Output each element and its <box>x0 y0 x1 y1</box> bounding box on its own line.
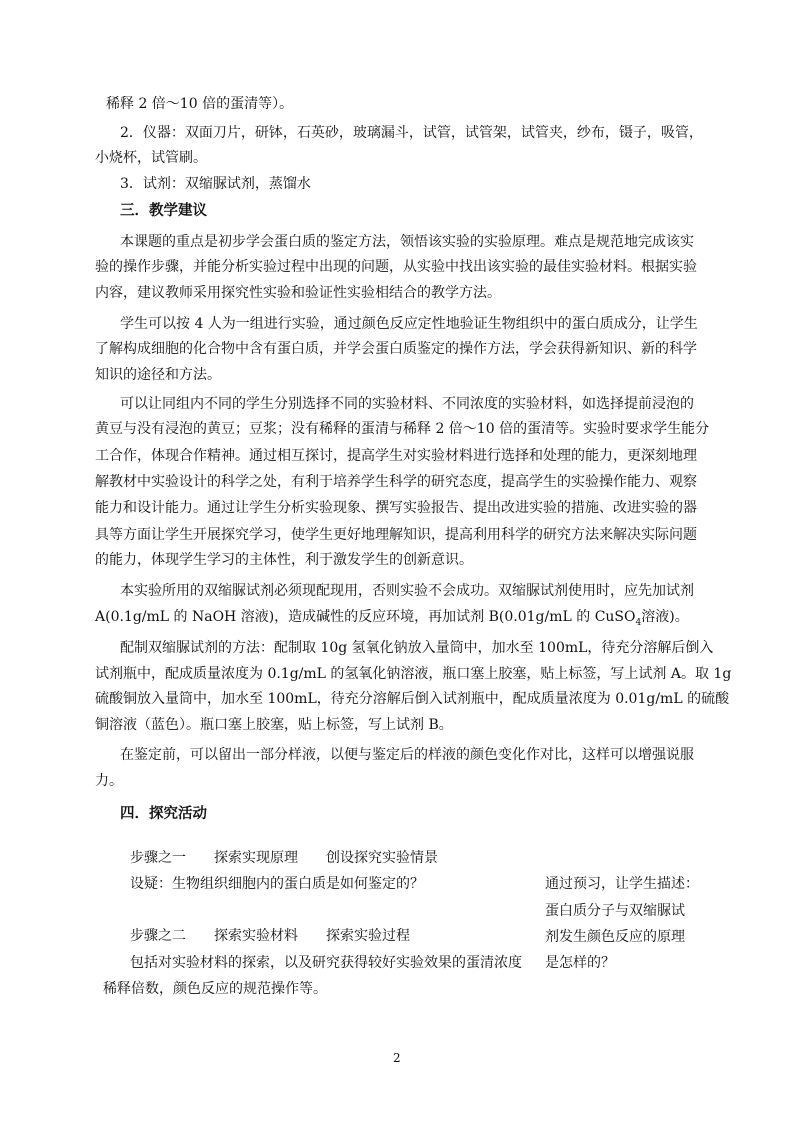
activity-step: 步骤之二 探索实验材料 探索实验过程 <box>130 928 410 944</box>
text-line: 稀释 2 倍～10 倍的蛋清等）。 <box>106 96 294 112</box>
text-line: 验的操作步骤，并能分析实验过程中出现的问题，从实验中找出该实验的最佳实验材料。根据实验 <box>95 259 697 275</box>
text-span: 溶液)。 <box>641 609 689 625</box>
text-line: 试剂瓶中，配成质量浓度为 0.1g/mL 的氢氧化钠溶液，瓶口塞上胶塞，贴上标签，写上试剂 A。取 1g <box>95 666 732 682</box>
side-note-line: 蛋白质分子与双缩脲试 <box>545 903 685 919</box>
side-note-line: 是怎样的？ <box>545 955 615 971</box>
side-note-line: 剂发生颜色反应的原理 <box>545 929 685 945</box>
text-line: 在鉴定前，可以留出一部分样液，以便与鉴定后的样液的颜色变化作对比，这样可以增强说服 <box>120 747 694 763</box>
activity-text: 稀释倍数，颜色反应的规范操作等。 <box>103 981 327 997</box>
text-line: 力。 <box>95 773 123 789</box>
text-line: 2．仪器：双面刀片，研钵，石英砂，玻璃漏斗，试管，试管架，试管夹，纱布，镊子，吸管， <box>120 125 703 141</box>
text-span: A(0.1g/mL 的 NaOH 溶液)，造成碱性的反应环境，再加试剂 B(0.01g/mL 的 CuSO <box>95 609 636 625</box>
text-line: 工合作，体现合作精神。通过相互探讨，提高学生对实验材料进行选择和处理的能力，更深刻地理 <box>95 448 697 464</box>
text-line: 具等方面让学生开展探究学习，使学生更好地理解知识，提高利用科学的研究方法来解决实际问题 <box>95 527 697 543</box>
text-line: 内容，建议教师采用探究性实验和验证性实验相结合的教学方法。 <box>95 285 501 301</box>
activity-step: 步骤之一 探索实现原理 创设探究实验情景 <box>130 850 438 866</box>
section-heading: 三．教学建议 <box>120 202 207 219</box>
text-line: 配制双缩脲试剂的方法：配制取 10g 氢氧化钠放入量筒中，加水至 100mL，待充分溶解后倒入 <box>120 640 714 656</box>
text-line: 铜溶液（蓝色）。瓶口塞上胶塞，贴上标签，写上试剂 B。 <box>95 717 453 733</box>
side-note-line: 通过预习，让学生描述： <box>545 876 699 892</box>
text-line: 学生可以按 4 人为一组进行实验，通过颜色反应定性地验证生物组织中的蛋白质成分，让学生 <box>120 316 698 332</box>
text-line: 了解构成细胞的化合物中含有蛋白质，并学会蛋白质鉴定的操作方法，学会获得新知识、新的科学 <box>95 341 697 357</box>
text-line: 的能力，体现学生学习的主体性，利于激发学生的创新意识。 <box>95 552 473 568</box>
text-line: 可以让同组内不同的学生分别选择不同的实验材料、不同浓度的实验材料，如选择提前浸泡的 <box>120 396 694 412</box>
text-line: 小烧杯，试管刷。 <box>95 150 207 166</box>
subscript: 4 <box>635 617 642 628</box>
text-line: 能力和设计能力。通过让学生分析实验现象、撰写实验报告、提出改进实验的措施、改进实验的器 <box>95 500 697 516</box>
text-line: 黄豆与没有浸泡的黄豆；豆浆；没有稀释的蛋清与稀释 2 倍～10 倍的蛋清等。实验时要求学生能分 <box>95 421 710 437</box>
activity-question: 设疑：生物组织细胞内的蛋白质是如何鉴定的？ <box>130 876 424 892</box>
text-line: 解教材中实验设计的科学之处，有利于培养学生科学的研究态度，提高学生的实验操作能力、观察 <box>95 474 697 490</box>
activity-text: 包括对实验材料的探索，以及研究获得较好实验效果的蛋清浓度 <box>130 955 522 971</box>
text-line: 本课题的重点是初步学会蛋白质的鉴定方法，领悟该实验的实验原理。难点是规范地完成该实 <box>120 234 694 250</box>
text-line: 本实验所用的双缩脲试剂必须现配现用，否则实验不会成功。双缩脲试剂使用时，应先加试剂 <box>120 583 694 599</box>
section-heading: 四．探究活动 <box>120 805 207 822</box>
text-line: 3．试剂：双缩脲试剂，蒸馏水 <box>120 176 311 192</box>
text-line: 硫酸铜放入量筒中，加水至 100mL，待充分溶解后倒入试剂瓶中，配成质量浓度为 0.01g/mL 的硫酸 <box>95 691 730 707</box>
text-line: 知识的途径和方法。 <box>95 367 221 383</box>
page-number: 2 <box>393 1051 401 1065</box>
text-line <box>95 607 689 633</box>
